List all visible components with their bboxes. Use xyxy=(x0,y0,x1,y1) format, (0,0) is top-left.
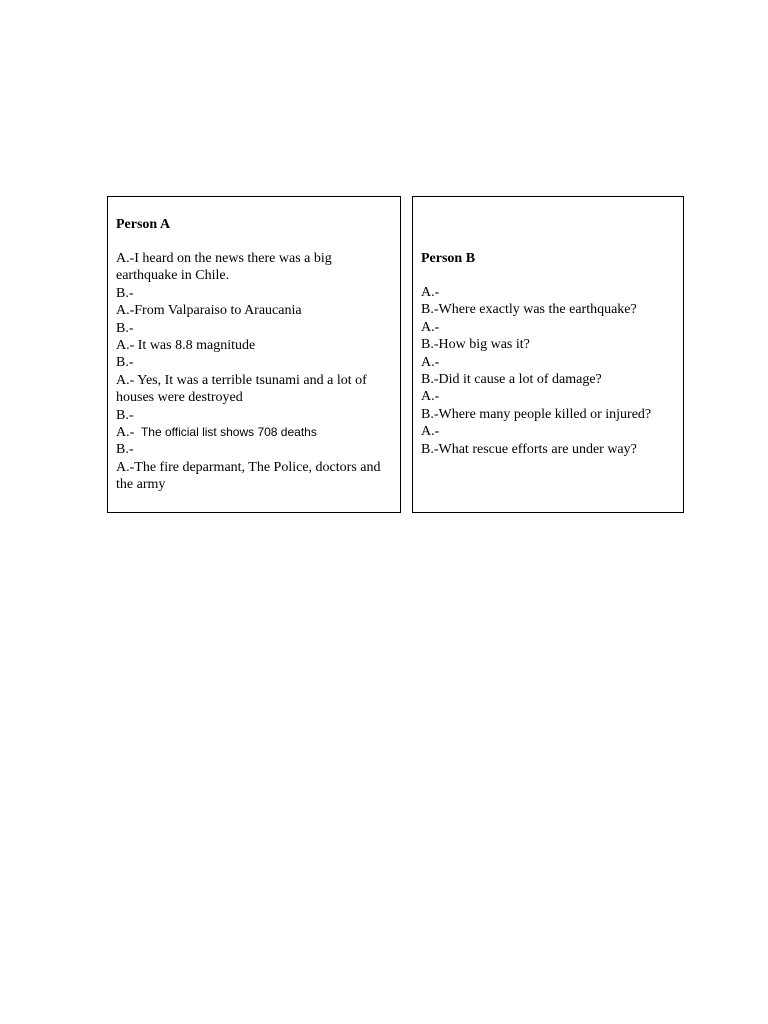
person-b-line-6: B.-Did it cause a lot of damage? xyxy=(421,372,602,388)
person-a-line-2: B.- xyxy=(116,285,134,301)
person-a-line-6: B.- xyxy=(116,355,134,371)
person-b-line-3: A.- xyxy=(421,319,440,335)
person-b-line-1: A.- xyxy=(421,285,440,300)
person-a-line-4: B.- xyxy=(116,320,134,336)
person-b-line-9: A.- xyxy=(421,424,440,440)
person-a-line-5: A.- It was 8.8 magnitude xyxy=(116,338,256,354)
person-b-line-8: B.-Where many people killed or injured? xyxy=(421,406,652,422)
person-b-line-4: B.-How big was it? xyxy=(421,337,530,353)
person-b-line-10: B.-What rescue efforts are under way? xyxy=(421,441,637,457)
person-b-line-5: A.- xyxy=(421,354,440,370)
person-a-line-11: A.-The fire deparmant, The Police, doctors and the army xyxy=(116,459,381,493)
person-a-line-3: A.-From Valparaiso to Araucania xyxy=(116,303,302,319)
person-a-heading: Person A xyxy=(116,217,171,232)
person-a-line-9 xyxy=(116,424,392,441)
person-a-line-9-text: The official list shows 708 deaths xyxy=(140,425,317,440)
person-b-card xyxy=(412,196,684,513)
person-a-line-9-prefix: A.- xyxy=(116,425,135,441)
person-b-line-7: A.- xyxy=(421,389,440,405)
person-a-card xyxy=(107,196,401,513)
person-a-line-1: A.-I heard on the news there was a big earthquake in Chile. xyxy=(116,251,332,284)
person-a-line-8: B.- xyxy=(116,407,134,423)
person-b-heading: Person B xyxy=(421,251,476,266)
person-a-line-10: B.- xyxy=(116,442,134,458)
person-a-line-7: A.- Yes, It was a terrible tsunami and a lot of houses were destroyed xyxy=(116,372,367,406)
person-b-line-2: B.-Where exactly was the earthquake? xyxy=(421,302,637,318)
